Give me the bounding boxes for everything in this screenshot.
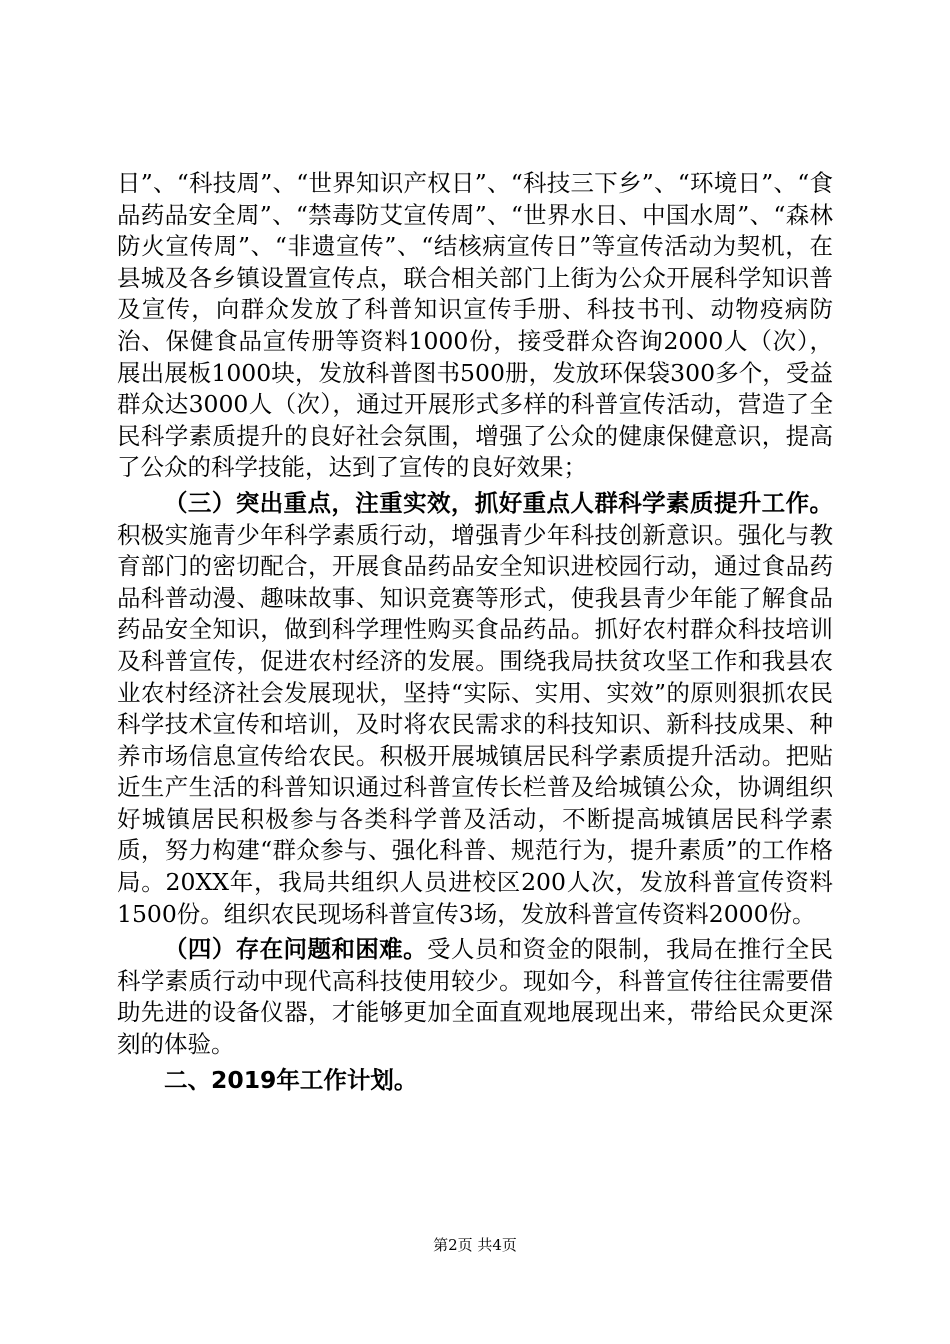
section-4-body: 受人员和资金的限制，我局在推行全民科学素质行动中现代高科技使用较少。现如今，科普宣传往往需要借助先进的设备仪器，才能够更加全面直观地展现出来，带给民众更深刻的体验。 (117, 935, 834, 1059)
section-4-heading: （四）存在问题和困难。 (164, 935, 427, 964)
paragraph-section-two (117, 1065, 833, 1097)
page-number-label: 第2页 共4页 (433, 1236, 517, 1254)
paragraph-continued-text: 日”、“科技周”、“世界知识产权日”、“科技三下乡”、“环境日”、“食品药品安全周”、“禁毒防艾宣传周”、“世界水日、中国水周”、“森林防火宣传周”、“非遗宣传”、“结核病宣传日”等宣传活动为契机，在县城及各乡镇设置宣传点，联合相关部门上街为公众开展科学知识普及宣传，向群众发放了科普知识宣传手册、科技书刊、动物疫病防治、保健食品宣传册等资料1000份，接受群众咨询2000人（次），展出展板1000块，发放科普图书500册，发放环保袋300多个，受益群众达3000人（次），通过开展形式多样的科普宣传活动，营造了全民科学素质提升的良好社会氛围，增强了公众的健康保健意识，提高了公众的科学技能，达到了宣传的良好效果； (117, 169, 833, 482)
page-footer (0, 1234, 950, 1255)
section-3-heading: （三）突出重点，注重实效，抓好重点人群科学素质提升工作。 (164, 488, 833, 517)
document-body (117, 168, 833, 1096)
paragraph-section-4 (117, 934, 833, 1060)
paragraph-continued (117, 168, 833, 484)
paragraph-section-3 (117, 488, 833, 930)
section-two-heading: 二、2019年工作计划。 (164, 1065, 418, 1094)
section-3-body: 积极实施青少年科学素质行动，增强青少年科技创新意识。强化与教育部门的密切配合，开展食品药品安全知识进校园行动，通过食品药品科普动漫、趣味故事、知识竞赛等形式，使我县青少年能了解食品药品安全知识，做到科学理性购买食品药品。抓好农村群众科技培训及科普宣传，促进农村经济的发展。围绕我局扶贫攻坚工作和我县农业农村经济社会发展现状，坚持“实际、实用、实效”的原则狠抓农民科学技术宣传和培训，及时将农民需求的科技知识、新科技成果、种养市场信息宣传给农民。积极开展城镇居民科学素质提升活动。把贴近生产生活的科普知识通过科普宣传长栏普及给城镇公众，协调组织好城镇居民积极参与各类科学普及活动，不断提高城镇居民科学素质，努力构建“群众参与、强化科普、规范行为，提升素质”的工作格局。20XX年，我局共组织人员进校区200人次，发放科普宣传资料1500份。组织农民现场科普宣传3场，发放科普宣传资料2000份。 (117, 520, 833, 928)
